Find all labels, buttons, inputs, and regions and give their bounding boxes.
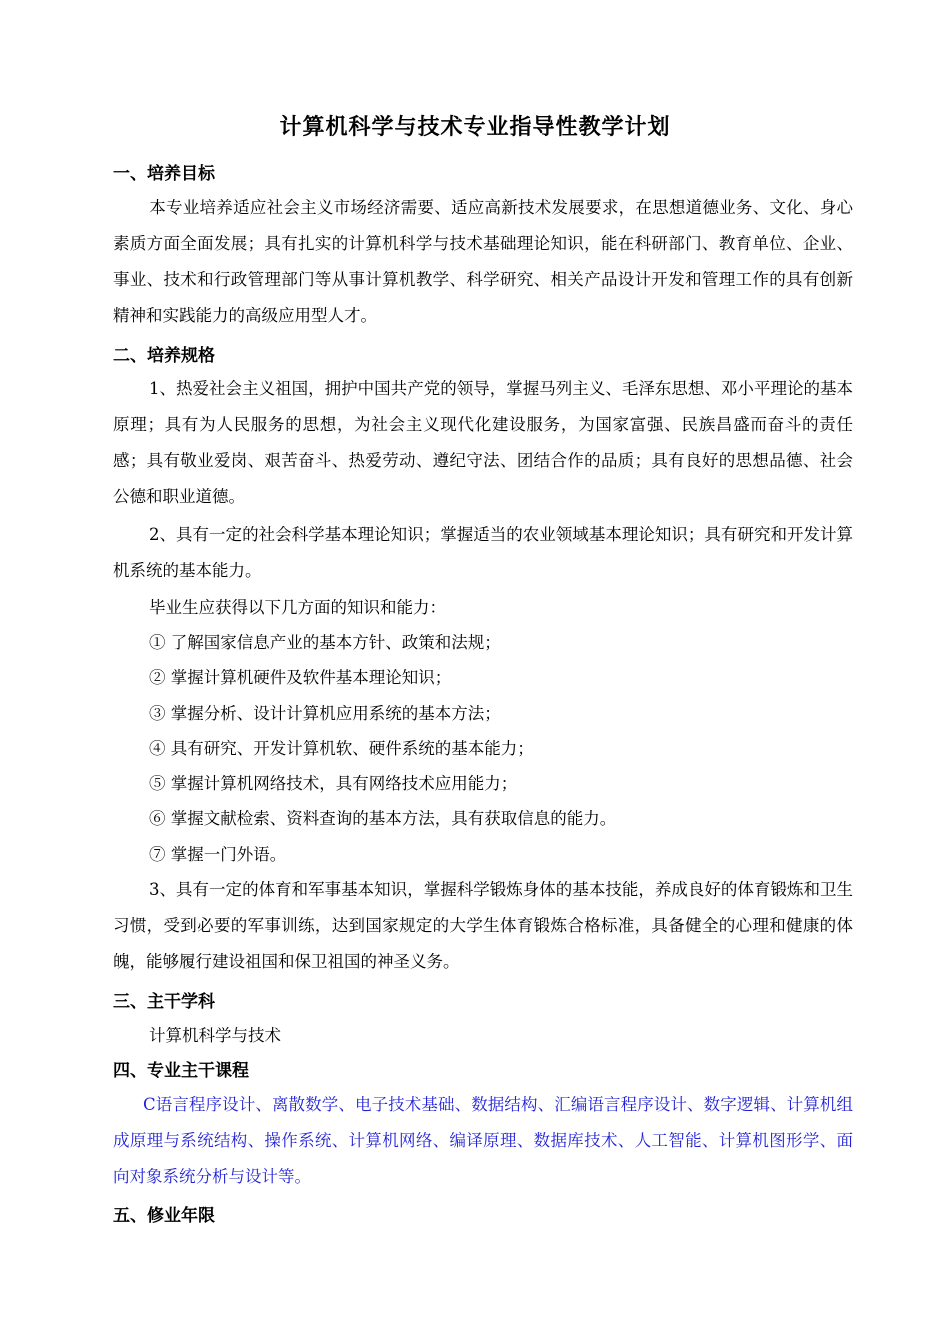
section-heading-main-courses: 四、专业主干课程 (113, 1061, 249, 1081)
section-heading-main-discipline: 三、主干学科 (113, 992, 215, 1012)
section-heading-training-goal: 一、培养目标 (113, 164, 215, 184)
ability-item: ① 了解国家信息产业的基本方针、政策和法规； (149, 633, 501, 652)
spec-paragraph-3 (113, 872, 853, 980)
spec-paragraph-2 (113, 517, 853, 589)
training-goal-text: 本专业培养适应社会主义市场经济需要、适应高新技术发展要求，在思想道德业务、文化、身心素质方面全面发展；具有扎实的计算机科学与技术基础理论知识，能在科研部门、教育单位、企业、事业、技术和行政管理部门等从事计算机教学、科学研究、相关产品设计开发和管理工作的具有创新精神和实践能力的高级应用型人才。 (113, 198, 853, 325)
page-title: 计算机科学与技术专业指导性教学计划 (279, 115, 671, 140)
section-heading-study-years: 五、修业年限 (113, 1206, 215, 1226)
ability-item: ③ 掌握分析、设计计算机应用系统的基本方法； (149, 704, 501, 723)
ability-item: ⑤ 掌握计算机网络技术，具有网络技术应用能力； (149, 774, 518, 793)
main-courses-paragraph (113, 1087, 853, 1195)
ability-item: ② 掌握计算机硬件及软件基本理论知识； (149, 668, 452, 687)
ability-item: ⑥ 掌握文献检索、资料查询的基本方法，具有获取信息的能力。 (149, 809, 617, 828)
section-heading-training-spec: 二、培养规格 (113, 346, 215, 366)
training-goal-paragraph (113, 190, 853, 334)
spec-paragraph-3-text: 3、具有一定的体育和军事基本知识，掌握科学锻炼身体的基本技能，养成良好的体育锻炼和卫生习惯，受到必要的军事训练，达到国家规定的大学生体育锻炼合格标准，具备健全的心理和健康的体魄，能够履行建设祖国和保卫祖国的神圣义务。 (113, 880, 853, 971)
ability-item: ④ 具有研究、开发计算机软、硬件系统的基本能力； (149, 739, 534, 758)
ability-item: ⑦ 掌握一门外语。 (149, 845, 287, 864)
main-discipline-text: 计算机科学与技术 (149, 1026, 281, 1045)
abilities-intro: 毕业生应获得以下几方面的知识和能力： (149, 598, 446, 617)
spec-paragraph-1 (113, 371, 853, 515)
spec-paragraph-2-text: 2、具有一定的社会科学基本理论知识；掌握适当的农业领域基本理论知识；具有研究和开发计算机系统的基本能力。 (113, 525, 853, 580)
spec-paragraph-1-text: 1、热爱社会主义祖国，拥护中国共产党的领导，掌握马列主义、毛泽东思想、邓小平理论的基本原理；具有为人民服务的思想，为社会主义现代化建设服务，为国家富强、民族昌盛而奋斗的责任感；具有敬业爱岗、艰苦奋斗、热爱劳动、遵纪守法、团结合作的品质；具有良好的思想品德、社会公德和职业道德。 (113, 379, 853, 506)
main-courses-text: C语言程序设计、离散数学、电子技术基础、数据结构、汇编语言程序设计、数字逻辑、计算机组成原理与系统结构、操作系统、计算机网络、编译原理、数据库技术、人工智能、计算机图形学、面向对象系统分析与设计等。 (113, 1095, 853, 1186)
